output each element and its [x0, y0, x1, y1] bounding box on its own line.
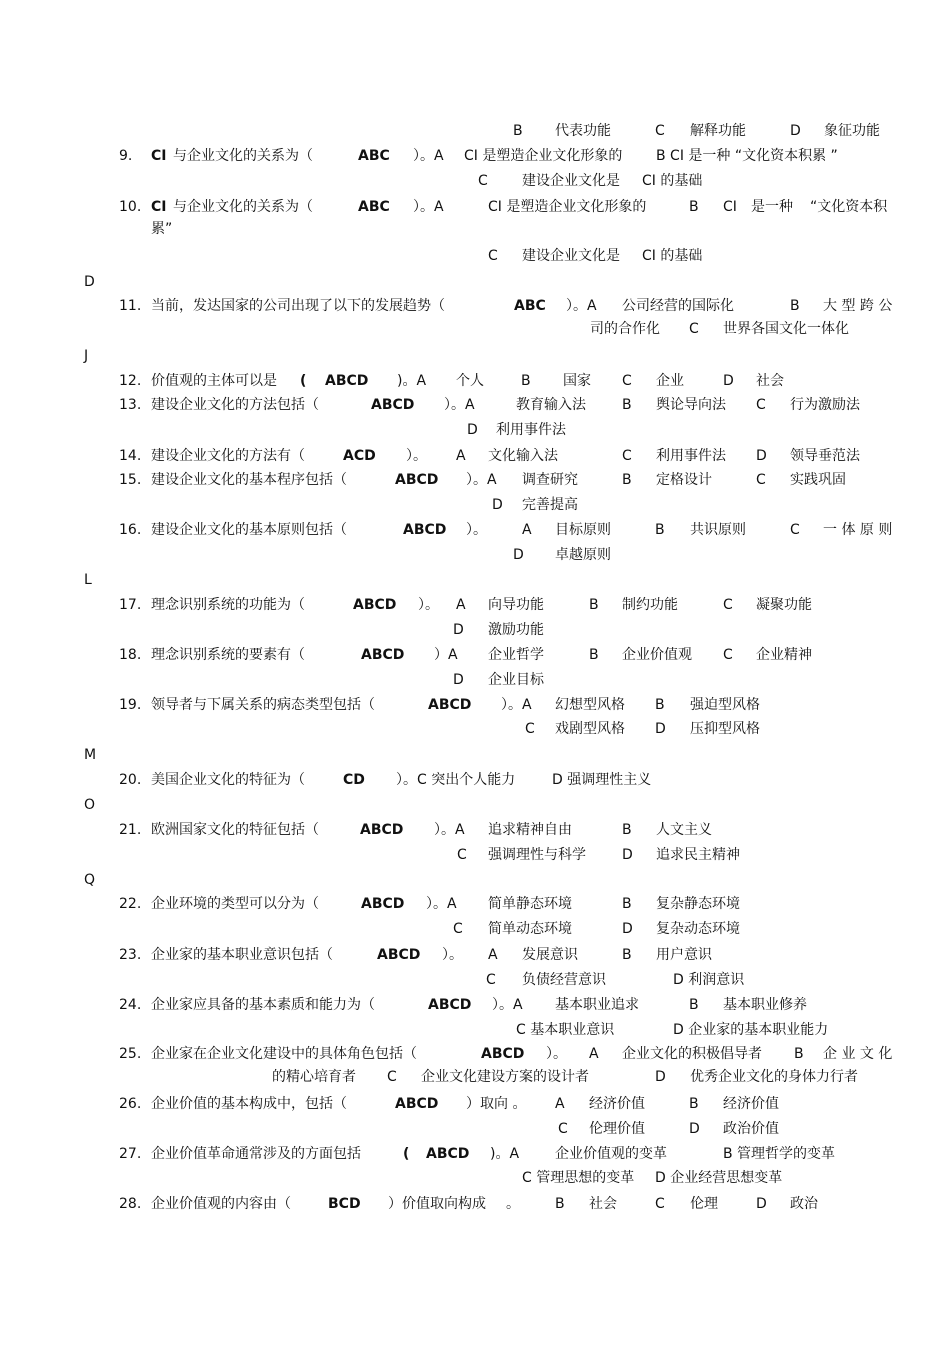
option-letter: D [689, 1121, 700, 1137]
question-text: 企业价值的基本构成中，包括（ [151, 1096, 347, 1112]
option-letter: B [655, 697, 665, 713]
option-text: 企业 [656, 373, 684, 389]
option-text: 复杂静态环境 [656, 896, 740, 912]
answer-key: ( [403, 1146, 410, 1162]
question-text: 欧洲国家文化的特征包括（ [151, 822, 319, 838]
option-text: CI 是塑造企业文化形象的 [488, 199, 647, 215]
option-text: 司的合作化 [590, 321, 660, 337]
option-text: 一 体 原 则 [823, 522, 893, 538]
option-text: 建设企业文化是 [522, 173, 620, 189]
option-text: 强迫型风格 [690, 697, 760, 713]
answer-key: ABCD [371, 397, 415, 413]
question-number: 19. [119, 697, 142, 713]
option-text: B 管理哲学的变革 [723, 1146, 836, 1162]
option-letter: C [488, 248, 498, 264]
option-text: 发展意识 [522, 947, 578, 963]
option-letter: C [457, 847, 467, 863]
option-text: 追求精神自由 [488, 822, 572, 838]
question-text: ）。 [406, 448, 427, 464]
option-text: 大 型 跨 公 [823, 298, 893, 314]
option-text: 复杂动态环境 [656, 921, 740, 937]
answer-key: ( [300, 373, 307, 389]
option-text: 企业文化建设方案的设计者 [421, 1069, 589, 1085]
question-number: 14. [119, 448, 142, 464]
answer-key: ABCD [403, 522, 447, 538]
option-text: 国家 [563, 373, 591, 389]
option-letter: B [513, 123, 523, 139]
option-text: 完善提高 [522, 497, 578, 513]
question-text: 领导者与下属关系的病态类型包括（ [151, 697, 375, 713]
question-number: 26. [119, 1096, 142, 1112]
option-text: 目标原则 [555, 522, 611, 538]
option-text: D 企业家的基本职业能力 [673, 1022, 829, 1038]
option-letter: B [622, 397, 632, 413]
option-letter: C [689, 321, 699, 337]
option-text: 压抑型风格 [690, 721, 760, 737]
option-text: 公司经营的国际化 [622, 298, 734, 314]
option-letter: B [794, 1046, 804, 1062]
answer-key: ABCD [481, 1046, 525, 1062]
option-text: D 企业经营思想变革 [655, 1170, 783, 1186]
question-text: 价值观的主体可以是 [151, 373, 277, 389]
option-letter: A [589, 1046, 599, 1062]
answer-key: BCD [328, 1196, 361, 1212]
question-text: ）。 [418, 597, 439, 613]
question-text: 企业家应具备的基本素质和能力为（ [151, 997, 375, 1013]
option-letter: D [622, 847, 633, 863]
option-letter: B [689, 199, 699, 215]
question-number: 16. [119, 522, 142, 538]
option-text: 领导垂范法 [790, 448, 860, 464]
answer-key: ABCD [325, 373, 369, 389]
question-number: 9. [119, 148, 133, 164]
option-text: 简单静态环境 [488, 896, 572, 912]
option-text: D 利润意识 [673, 972, 745, 988]
option-letter: D [453, 672, 464, 688]
question-text: ）。A [492, 997, 523, 1013]
option-text: CI 是塑造企业文化形象的 [464, 148, 623, 164]
option-text: 制约功能 [622, 597, 678, 613]
option-letter: B [622, 947, 632, 963]
option-text: 经济价值 [589, 1096, 645, 1112]
question-text: 企业价值革命通常涉及的方面包括 [151, 1146, 361, 1162]
question-text: 建设企业文化的方法包括（ [151, 397, 319, 413]
option-text: 建设企业文化是 [522, 248, 620, 264]
option-text: 基本职业追求 [555, 997, 639, 1013]
option-text: 定格设计 [656, 472, 712, 488]
question-number: 12. [119, 373, 142, 389]
option-letter: C [486, 972, 496, 988]
option-text: 世界各国文化一体化 [723, 321, 849, 337]
question-text: 当前，发达国家的公司出现了以下的发展趋势（ [151, 298, 445, 314]
option-letter: D [655, 1069, 666, 1085]
option-text: 社会 [589, 1196, 617, 1212]
question-text: ）。A [426, 896, 457, 912]
option-text: 解释功能 [690, 123, 746, 139]
option-letter: B [689, 1096, 699, 1112]
section-letter: O [84, 797, 96, 813]
option-text: 个人 [456, 373, 484, 389]
option-text: 政治 [790, 1196, 818, 1212]
answer-key: ABCD [395, 1096, 439, 1112]
option-text: D 强调理性主义 [552, 772, 652, 788]
question-text: )。A [490, 1146, 520, 1162]
option-text: 企业目标 [488, 672, 544, 688]
option-text: 企 业 文 化 [823, 1046, 893, 1062]
option-letter: B [521, 373, 531, 389]
answer-key: ABCD [395, 472, 439, 488]
section-letter: J [84, 348, 89, 364]
question-text: 理念识别系统的功能为（ [151, 597, 305, 613]
question-text: ）。A [466, 472, 497, 488]
question-number: 21. [119, 822, 142, 838]
option-text: B CI 是一种 “文化资本积累 ” [656, 148, 838, 164]
answer-key: ABCD [428, 997, 472, 1013]
option-text: 利用事件法 [656, 448, 726, 464]
option-letter: B [655, 522, 665, 538]
question-text: CI [151, 199, 167, 215]
option-letter: B [589, 597, 599, 613]
option-text: 累” [151, 221, 173, 237]
option-text: CI 的基础 [642, 173, 703, 189]
question-text: 企业环境的类型可以分为（ [151, 896, 319, 912]
question-text: )。A [397, 373, 427, 389]
option-text: 文化输入法 [488, 448, 558, 464]
option-text: 简单动态环境 [488, 921, 572, 937]
option-text: 企业哲学 [488, 647, 544, 663]
question-number: 27. [119, 1146, 142, 1162]
option-text: 伦理 [690, 1196, 718, 1212]
section-letter: D [84, 274, 95, 290]
question-text: ）。A [444, 397, 475, 413]
question-text: 建设企业文化的基本原则包括（ [151, 522, 347, 538]
question-text: CI [151, 148, 167, 164]
option-text: ）。C 突出个人能力 [396, 772, 516, 788]
option-text: 是一种 [751, 199, 793, 215]
option-letter: B [689, 997, 699, 1013]
question-text: 理念识别系统的要素有（ [151, 647, 305, 663]
option-letter: C [622, 373, 632, 389]
question-number: 23. [119, 947, 142, 963]
option-letter: C [622, 448, 632, 464]
option-text: 负债经营意识 [522, 972, 606, 988]
answer-key: ABCD [361, 896, 405, 912]
option-text: 企业价值观 [622, 647, 692, 663]
question-text: ）。A [413, 148, 444, 164]
option-text: 卓越原则 [555, 547, 611, 563]
option-text: 伦理价值 [589, 1121, 645, 1137]
question-text: 美国企业文化的特征为（ [151, 772, 305, 788]
question-text: 与企业文化的关系为（ [173, 199, 313, 215]
question-text: ）。A [434, 822, 465, 838]
question-number: 22. [119, 896, 142, 912]
option-text: 企业价值观的变革 [555, 1146, 667, 1162]
question-text: 与企业文化的关系为（ [173, 148, 313, 164]
question-number: 28. [119, 1196, 142, 1212]
option-text: 凝聚功能 [756, 597, 812, 613]
answer-key: ABCD [360, 822, 404, 838]
question-text: ）A [434, 647, 458, 663]
question-number: 13. [119, 397, 142, 413]
question-text: ）取向 。 [466, 1096, 527, 1112]
option-letter: B [622, 822, 632, 838]
option-letter: D [453, 622, 464, 638]
option-letter: D [467, 422, 478, 438]
option-letter: A [488, 947, 498, 963]
question-text: 建设企业文化的基本程序包括（ [151, 472, 347, 488]
answer-key: ACD [343, 448, 376, 464]
option-letter: D [622, 921, 633, 937]
answer-key: ABCD [353, 597, 397, 613]
option-text: 政治价值 [723, 1121, 779, 1137]
question-text: 。 [506, 1196, 520, 1212]
option-text: 人文主义 [656, 822, 712, 838]
option-letter: A [522, 522, 532, 538]
answer-key: ABC [358, 148, 390, 164]
option-letter: A [456, 597, 466, 613]
option-text: C 基本职业意识 [516, 1022, 615, 1038]
option-letter: B [555, 1196, 565, 1212]
question-number: 20. [119, 772, 142, 788]
option-text: “文化资本积 [810, 199, 888, 215]
option-text: 幻想型风格 [555, 697, 625, 713]
option-text: 舆论导向法 [656, 397, 726, 413]
section-letter: L [84, 572, 92, 588]
option-letter: B [790, 298, 800, 314]
option-text: 象征功能 [824, 123, 880, 139]
question-text: ）价值取向构成 [388, 1196, 486, 1212]
option-text: 激励功能 [488, 622, 544, 638]
answer-key: CD [343, 772, 365, 788]
option-letter: C [655, 123, 665, 139]
question-number: 10. [119, 199, 142, 215]
question-text: ）。A [413, 199, 444, 215]
option-letter: D [756, 448, 767, 464]
option-letter: D [513, 547, 524, 563]
option-letter: D [790, 123, 801, 139]
option-text: 经济价值 [723, 1096, 779, 1112]
option-text: 企业精神 [756, 647, 812, 663]
option-letter: D [756, 1196, 767, 1212]
option-text: 代表功能 [555, 123, 611, 139]
option-letter: D [655, 721, 666, 737]
option-letter: C [387, 1069, 397, 1085]
answer-key: ABC [514, 298, 546, 314]
option-text: CI [723, 199, 737, 215]
answer-key: ABC [358, 199, 390, 215]
question-number: 25. [119, 1046, 142, 1062]
question-number: 15. [119, 472, 142, 488]
question-number: 17. [119, 597, 142, 613]
answer-key: ABCD [426, 1146, 470, 1162]
section-letter: M [84, 747, 97, 763]
option-letter: D [492, 497, 503, 513]
option-text: 社会 [756, 373, 784, 389]
question-number: 24. [119, 997, 142, 1013]
option-text: 追求民主精神 [656, 847, 740, 863]
question-text: 企业价值观的内容由（ [151, 1196, 291, 1212]
option-letter: C [655, 1196, 665, 1212]
answer-key: ABCD [428, 697, 472, 713]
option-text: 强调理性与科学 [488, 847, 586, 863]
question-text: ）。A [501, 697, 532, 713]
question-number: 18. [119, 647, 142, 663]
option-text: 用户意识 [656, 947, 712, 963]
option-text: 戏剧型风格 [555, 721, 625, 737]
option-letter: B [589, 647, 599, 663]
option-letter: C [525, 721, 535, 737]
answer-key: ABCD [361, 647, 405, 663]
option-letter: C [756, 472, 766, 488]
question-number: 11. [119, 298, 142, 314]
option-letter: D [723, 373, 734, 389]
option-letter: C [723, 597, 733, 613]
option-text: 教育输入法 [516, 397, 586, 413]
question-text: ）。 [546, 1046, 567, 1062]
option-letter: A [456, 448, 466, 464]
option-text: 企业文化的积极倡导者 [622, 1046, 762, 1062]
option-letter: C [756, 397, 766, 413]
question-text: 企业家的基本职业意识包括（ [151, 947, 333, 963]
option-letter: B [622, 472, 632, 488]
question-text: 建设企业文化的方法有（ [151, 448, 305, 464]
question-text: ）。A [566, 298, 597, 314]
option-letter: B [622, 896, 632, 912]
option-text: 共识原则 [690, 522, 746, 538]
option-text: 调查研究 [522, 472, 578, 488]
question-text: ）。 [466, 522, 487, 538]
option-letter: C [478, 173, 488, 189]
option-text: 优秀企业文化的身体力行者 [690, 1069, 858, 1085]
option-letter: C [453, 921, 463, 937]
question-text: 企业家在企业文化建设中的具体角色包括（ [151, 1046, 417, 1062]
option-text: 的精心培育者 [272, 1069, 356, 1085]
option-text: 行为激励法 [790, 397, 860, 413]
option-text: 向导功能 [488, 597, 544, 613]
option-text: C 管理思想的变革 [522, 1170, 635, 1186]
option-letter: C [790, 522, 800, 538]
option-letter: C [558, 1121, 568, 1137]
option-text: CI 的基础 [642, 248, 703, 264]
section-letter: Q [84, 872, 96, 888]
answer-key: ABCD [377, 947, 421, 963]
option-letter: A [555, 1096, 565, 1112]
option-text: 实践巩固 [790, 472, 846, 488]
option-text: 利用事件法 [496, 422, 566, 438]
option-letter: C [723, 647, 733, 663]
question-text: ）。 [442, 947, 463, 963]
option-text: 基本职业修养 [723, 997, 807, 1013]
